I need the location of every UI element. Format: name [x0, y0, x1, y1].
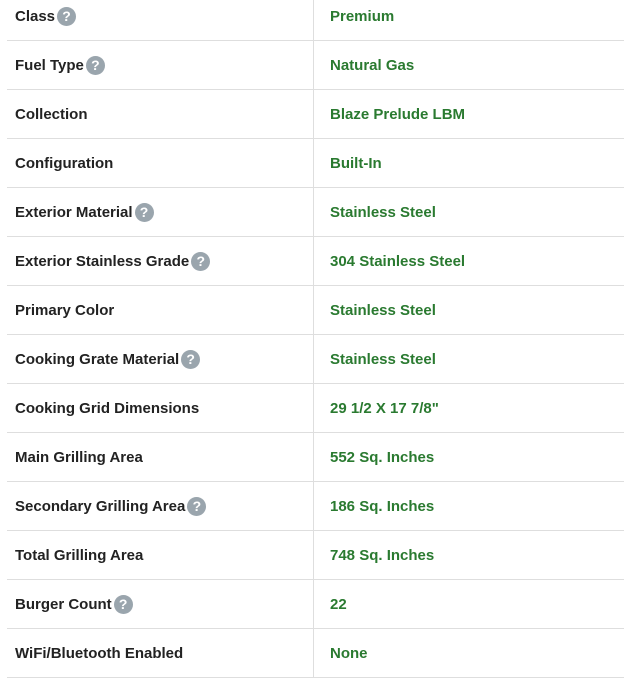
spec-label-cell	[7, 384, 314, 432]
spec-label-cell	[7, 0, 314, 40]
spec-row-burger-count	[7, 580, 624, 629]
spec-label: Total Grilling Area	[15, 546, 144, 564]
spec-label: Configuration	[15, 154, 114, 172]
spec-label: Cooking Grid Dimensions	[15, 399, 200, 417]
spec-label-cell	[7, 482, 314, 530]
question-mark-icon[interactable]: ?	[187, 497, 206, 516]
spec-label-cell	[7, 629, 314, 677]
spec-value: Blaze Prelude LBM	[330, 105, 466, 123]
spec-label: WiFi/Bluetooth Enabled	[15, 644, 184, 662]
spec-value: 748 Sq. Inches	[330, 546, 435, 564]
spec-value: Stainless Steel	[330, 350, 436, 368]
spec-value: None	[330, 644, 368, 662]
spec-value: Built-In	[330, 154, 382, 172]
spec-value: Stainless Steel	[330, 301, 436, 319]
spec-row-configuration	[7, 139, 624, 188]
question-mark-icon[interactable]: ?	[86, 56, 105, 75]
spec-label: Main Grilling Area	[15, 448, 143, 466]
spec-value: Premium	[330, 7, 395, 25]
spec-label-cell	[7, 433, 314, 481]
spec-label-cell	[7, 286, 314, 334]
question-mark-icon[interactable]: ?	[181, 350, 200, 369]
spec-row-exterior-stainless-grade	[7, 237, 624, 286]
spec-label-cell	[7, 139, 314, 187]
spec-label-cell	[7, 237, 314, 285]
spec-label-cell	[7, 335, 314, 383]
spec-label-cell	[7, 531, 314, 579]
specifications-table	[7, 0, 624, 678]
spec-row-class	[7, 0, 624, 41]
spec-label: Exterior Stainless Grade	[15, 252, 190, 270]
spec-value: 552 Sq. Inches	[330, 448, 435, 466]
spec-value: 22	[330, 595, 347, 613]
question-mark-icon[interactable]: ?	[135, 203, 154, 222]
spec-label-cell	[7, 90, 314, 138]
spec-value: Stainless Steel	[330, 203, 436, 221]
spec-row-primary-color	[7, 286, 624, 335]
spec-row-main-grilling-area	[7, 433, 624, 482]
spec-value: 304 Stainless Steel	[330, 252, 466, 270]
spec-value: Natural Gas	[330, 56, 415, 74]
spec-label: Collection	[15, 105, 88, 123]
spec-row-total-grilling-area	[7, 531, 624, 580]
spec-label: Exterior Material	[15, 203, 133, 221]
spec-label-cell	[7, 41, 314, 89]
spec-row-cooking-grid-dimensions	[7, 384, 624, 433]
spec-row-cooking-grate-material	[7, 335, 624, 384]
spec-label: Class	[15, 7, 56, 25]
question-mark-icon[interactable]: ?	[191, 252, 210, 271]
spec-label: Primary Color	[15, 301, 115, 319]
spec-label-cell	[7, 188, 314, 236]
spec-label: Burger Count	[15, 595, 112, 613]
spec-row-secondary-grilling-area	[7, 482, 624, 531]
spec-row-fuel-type	[7, 41, 624, 90]
spec-row-exterior-material	[7, 188, 624, 237]
question-mark-icon[interactable]: ?	[57, 7, 76, 26]
spec-value: 29 1/2 X 17 7/8"	[330, 399, 439, 417]
spec-row-collection	[7, 90, 624, 139]
spec-label-cell	[7, 580, 314, 628]
spec-label: Secondary Grilling Area	[15, 497, 186, 515]
question-mark-icon[interactable]: ?	[114, 595, 133, 614]
spec-label: Cooking Grate Material	[15, 350, 180, 368]
spec-row-wifi-bluetooth-enabled	[7, 629, 624, 678]
spec-label: Fuel Type	[15, 56, 84, 74]
spec-value: 186 Sq. Inches	[330, 497, 435, 515]
